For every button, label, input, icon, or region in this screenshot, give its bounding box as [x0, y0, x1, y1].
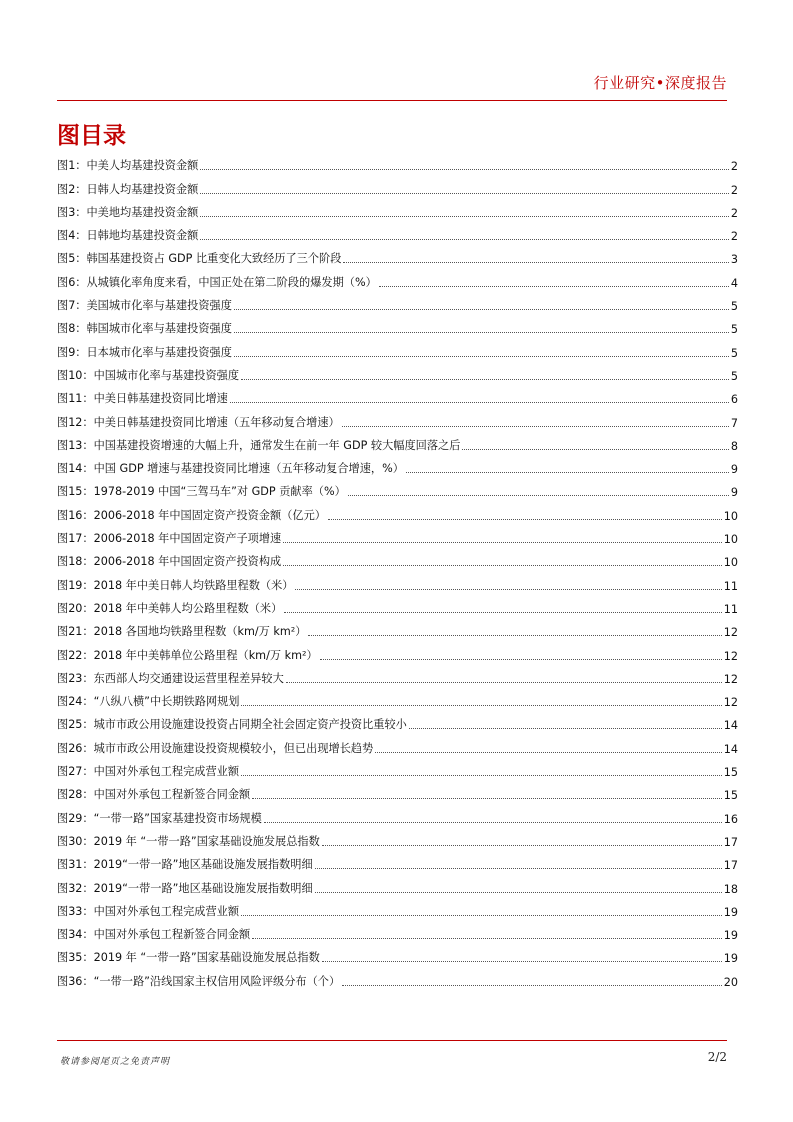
- header-divider: [57, 100, 727, 101]
- toc-dot-leader: [241, 705, 721, 706]
- toc-entry[interactable]: [57, 546, 738, 569]
- toc-dot-leader: [328, 519, 722, 520]
- toc-entry-page[interactable]: 4: [730, 276, 738, 290]
- report-category-label: 行业研究•深度报告: [593, 74, 727, 92]
- toc-dot-leader: [322, 845, 722, 846]
- toc-entry-page[interactable]: 10: [723, 556, 738, 570]
- toc-entry-label[interactable]: 图6：从城镇化率角度来看，中国正处在第二阶段的爆发期（%）: [57, 275, 377, 289]
- toc-entry-label[interactable]: 图20：2018 年中美韩人均公路里程数（米）: [57, 601, 283, 615]
- toc-entry-label[interactable]: 图8：韩国城市化率与基建投资强度: [57, 322, 232, 336]
- toc-entry-page[interactable]: 16: [723, 812, 738, 826]
- toc-entry[interactable]: [57, 593, 738, 616]
- toc-entry-page[interactable]: 7: [730, 416, 738, 430]
- toc-dot-leader: [200, 239, 729, 240]
- toc-dot-leader: [322, 961, 722, 962]
- toc-entry-label[interactable]: 图5：韩国基建投资占 GDP 比重变化大致经历了三个阶段: [57, 252, 342, 266]
- toc-entry[interactable]: [57, 569, 738, 592]
- toc-entry-label[interactable]: 图36：“一带一路”沿线国家主权信用风险评级分布（个）: [57, 974, 341, 988]
- toc-dot-leader: [315, 892, 722, 893]
- toc-dot-leader: [252, 938, 722, 939]
- toc-entry[interactable]: [57, 942, 738, 965]
- toc-entry-label[interactable]: 图21：2018 各国地均铁路里程数（km/万 km²）: [57, 625, 307, 639]
- toc-entry[interactable]: [57, 756, 738, 779]
- footer-divider: [57, 1040, 727, 1041]
- toc-entry-page[interactable]: 5: [730, 369, 738, 383]
- toc-dot-leader: [342, 426, 729, 427]
- toc-dot-leader: [342, 985, 722, 986]
- toc-dot-leader: [200, 193, 729, 194]
- toc-entry[interactable]: [57, 360, 738, 383]
- toc-entry-label[interactable]: 图26：城市市政公用设施建设投资规模较小，但已出现增长趋势: [57, 741, 374, 755]
- toc-dot-leader: [283, 542, 722, 543]
- toc-entry-label[interactable]: 图16：2006-2018 年中国固定资产投资金额（亿元）: [57, 508, 326, 522]
- toc-entry[interactable]: [57, 709, 738, 732]
- toc-entry-page[interactable]: 5: [730, 346, 738, 360]
- toc-entry-page[interactable]: 6: [730, 393, 738, 407]
- toc-entry-label[interactable]: 图29：“一带一路”国家基建投资市场规模: [57, 811, 262, 825]
- toc-dot-leader: [284, 612, 721, 613]
- toc-entry-label[interactable]: 图33：中国对外承包工程完成营业额: [57, 904, 240, 918]
- toc-entry[interactable]: [57, 826, 738, 849]
- toc-entry-label[interactable]: 图7：美国城市化率与基建投资强度: [57, 299, 232, 313]
- toc-entry-label[interactable]: 图14：中国 GDP 增速与基建投资同比增速（五年移动复合增速，%）: [57, 462, 404, 476]
- toc-entry-page[interactable]: 3: [730, 253, 738, 267]
- toc-dot-leader: [283, 565, 722, 566]
- toc-entry-label[interactable]: 图3：中美地均基建投资金额: [57, 205, 199, 219]
- toc-entry[interactable]: [57, 150, 738, 173]
- toc-entry-label[interactable]: 图18：2006-2018 年中国固定资产投资构成: [57, 555, 282, 569]
- toc-entry-label[interactable]: 图22：2018 年中美韩单位公路里程（km/万 km²）: [57, 648, 318, 662]
- toc-entry[interactable]: [57, 919, 738, 942]
- toc-entry-page[interactable]: 2: [730, 206, 738, 220]
- toc-entry-page[interactable]: 12: [723, 672, 738, 686]
- toc-entry-label[interactable]: 图15：1978-2019 中国“三驾马车”对 GDP 贡献率（%）: [57, 485, 346, 499]
- toc-entry-page[interactable]: 19: [723, 952, 738, 966]
- toc-entry[interactable]: [57, 336, 738, 359]
- toc-dot-leader: [409, 728, 722, 729]
- figure-toc-list: [57, 150, 738, 989]
- toc-dot-leader: [200, 169, 729, 170]
- toc-entry-page[interactable]: 10: [723, 533, 738, 547]
- page-number: 2/2: [707, 1050, 727, 1064]
- toc-entry-label[interactable]: 图28：中国对外承包工程新签合同金额: [57, 788, 251, 802]
- toc-dot-leader: [348, 495, 729, 496]
- toc-dot-leader: [320, 659, 722, 660]
- toc-entry-page[interactable]: 5: [730, 323, 738, 337]
- toc-entry-label[interactable]: 图24：“八纵八横”中长期铁路网规划: [57, 695, 240, 709]
- toc-entry[interactable]: [57, 430, 738, 453]
- toc-entry[interactable]: [57, 406, 738, 429]
- toc-entry[interactable]: [57, 663, 738, 686]
- toc-entry[interactable]: [57, 313, 738, 336]
- toc-title: 图目录: [57, 123, 126, 149]
- toc-entry-page[interactable]: 15: [723, 766, 738, 780]
- toc-entry-label[interactable]: 图9：日本城市化率与基建投资强度: [57, 345, 232, 359]
- toc-entry-label[interactable]: 图34：中国对外承包工程新签合同金额: [57, 928, 251, 942]
- toc-entry-page[interactable]: 10: [723, 509, 738, 523]
- toc-dot-leader: [234, 309, 729, 310]
- toc-entry[interactable]: [57, 965, 738, 988]
- toc-entry-page[interactable]: 12: [723, 696, 738, 710]
- toc-dot-leader: [241, 915, 722, 916]
- toc-dot-leader: [264, 822, 722, 823]
- toc-entry[interactable]: [57, 290, 738, 313]
- toc-entry[interactable]: [57, 499, 738, 522]
- toc-dot-leader: [234, 356, 729, 357]
- toc-entry-page[interactable]: 15: [723, 789, 738, 803]
- toc-dot-leader: [200, 216, 729, 217]
- toc-entry[interactable]: [57, 476, 738, 499]
- toc-entry-page[interactable]: 11: [723, 579, 738, 593]
- toc-entry-label[interactable]: 图32：2019“一带一路”地区基础设施发展指数明细: [57, 881, 313, 895]
- toc-entry-label[interactable]: 图12：中美日韩基建投资同比增速（五年移动复合增速）: [57, 415, 340, 429]
- toc-entry[interactable]: [57, 639, 738, 662]
- toc-entry[interactable]: [57, 266, 738, 289]
- toc-entry-page[interactable]: 14: [723, 719, 738, 733]
- toc-entry-page[interactable]: 11: [723, 602, 738, 616]
- toc-entry-label[interactable]: 图30：2019 年 “一带一路”国家基础设施发展总指数: [57, 834, 320, 848]
- disclaimer-note: 敬请参阅尾页之免责声明: [60, 1057, 171, 1067]
- toc-dot-leader: [241, 379, 729, 380]
- toc-entry-page[interactable]: 9: [730, 463, 738, 477]
- toc-entry-page[interactable]: 19: [723, 905, 738, 919]
- toc-entry[interactable]: [57, 383, 738, 406]
- toc-entry-page[interactable]: 8: [730, 439, 738, 453]
- toc-dot-leader: [375, 752, 721, 753]
- toc-entry[interactable]: [57, 173, 738, 196]
- toc-dot-leader: [379, 286, 729, 287]
- toc-entry[interactable]: [57, 849, 738, 872]
- toc-entry[interactable]: [57, 779, 738, 802]
- toc-entry[interactable]: [57, 197, 738, 220]
- toc-dot-leader: [308, 635, 721, 636]
- toc-entry-page[interactable]: 12: [723, 626, 738, 640]
- toc-entry-page[interactable]: 2: [730, 230, 738, 244]
- toc-dot-leader: [406, 472, 729, 473]
- toc-entry-label[interactable]: 图4：日韩地均基建投资金额: [57, 229, 199, 243]
- toc-entry-page[interactable]: 17: [723, 859, 738, 873]
- toc-entry-page[interactable]: 2: [730, 183, 738, 197]
- toc-entry[interactable]: [57, 523, 738, 546]
- toc-entry-page[interactable]: 20: [723, 975, 738, 989]
- toc-entry[interactable]: [57, 732, 738, 755]
- toc-dot-leader: [343, 262, 728, 263]
- toc-entry-page[interactable]: 2: [730, 160, 738, 174]
- toc-dot-leader: [315, 868, 722, 869]
- toc-entry-page[interactable]: 18: [723, 882, 738, 896]
- toc-entry[interactable]: [57, 896, 738, 919]
- toc-entry-label[interactable]: 图2：日韩人均基建投资金额: [57, 182, 199, 196]
- toc-dot-leader: [234, 332, 729, 333]
- toc-entry[interactable]: [57, 220, 738, 243]
- toc-entry-page[interactable]: 9: [730, 486, 738, 500]
- toc-entry-label[interactable]: 图31：2019“一带一路”地区基础设施发展指数明细: [57, 858, 313, 872]
- toc-dot-leader: [230, 402, 729, 403]
- toc-entry[interactable]: [57, 802, 738, 825]
- toc-entry-page[interactable]: 19: [723, 929, 738, 943]
- toc-entry-label[interactable]: 图35：2019 年 “一带一路”国家基础设施发展总指数: [57, 951, 320, 965]
- toc-dot-leader: [295, 589, 721, 590]
- toc-entry[interactable]: [57, 243, 738, 266]
- toc-entry-page[interactable]: 12: [723, 649, 738, 663]
- toc-entry-label[interactable]: 图19：2018 年中美日韩人均铁路里程数（米）: [57, 578, 294, 592]
- toc-entry[interactable]: [57, 686, 738, 709]
- toc-entry-label[interactable]: 图17：2006-2018 年中国固定资产子项增速: [57, 532, 282, 546]
- toc-dot-leader: [252, 798, 722, 799]
- toc-entry[interactable]: [57, 872, 738, 895]
- toc-entry[interactable]: [57, 616, 738, 639]
- toc-entry-label[interactable]: 图25：城市市政公用设施建设投资占同期全社会固定资产投资比重较小: [57, 718, 407, 732]
- toc-dot-leader: [462, 449, 728, 450]
- toc-dot-leader: [241, 775, 722, 776]
- toc-entry-label[interactable]: 图27：中国对外承包工程完成营业额: [57, 765, 240, 779]
- toc-entry[interactable]: [57, 453, 738, 476]
- toc-entry-label[interactable]: 图1：中美人均基建投资金额: [57, 159, 199, 173]
- toc-entry-page[interactable]: 14: [723, 742, 738, 756]
- toc-dot-leader: [286, 682, 722, 683]
- toc-entry-label[interactable]: 图11：中美日韩基建投资同比增速: [57, 392, 228, 406]
- toc-entry-label[interactable]: 图10：中国城市化率与基建投资强度: [57, 368, 240, 382]
- toc-entry-page[interactable]: 17: [723, 835, 738, 849]
- toc-entry-label[interactable]: 图13：中国基建投资增速的大幅上升，通常发生在前一年 GDP 较大幅度回落之后: [57, 438, 461, 452]
- toc-entry-page[interactable]: 5: [730, 300, 738, 314]
- toc-entry-label[interactable]: 图23：东西部人均交通建设运营里程差异较大: [57, 671, 284, 685]
